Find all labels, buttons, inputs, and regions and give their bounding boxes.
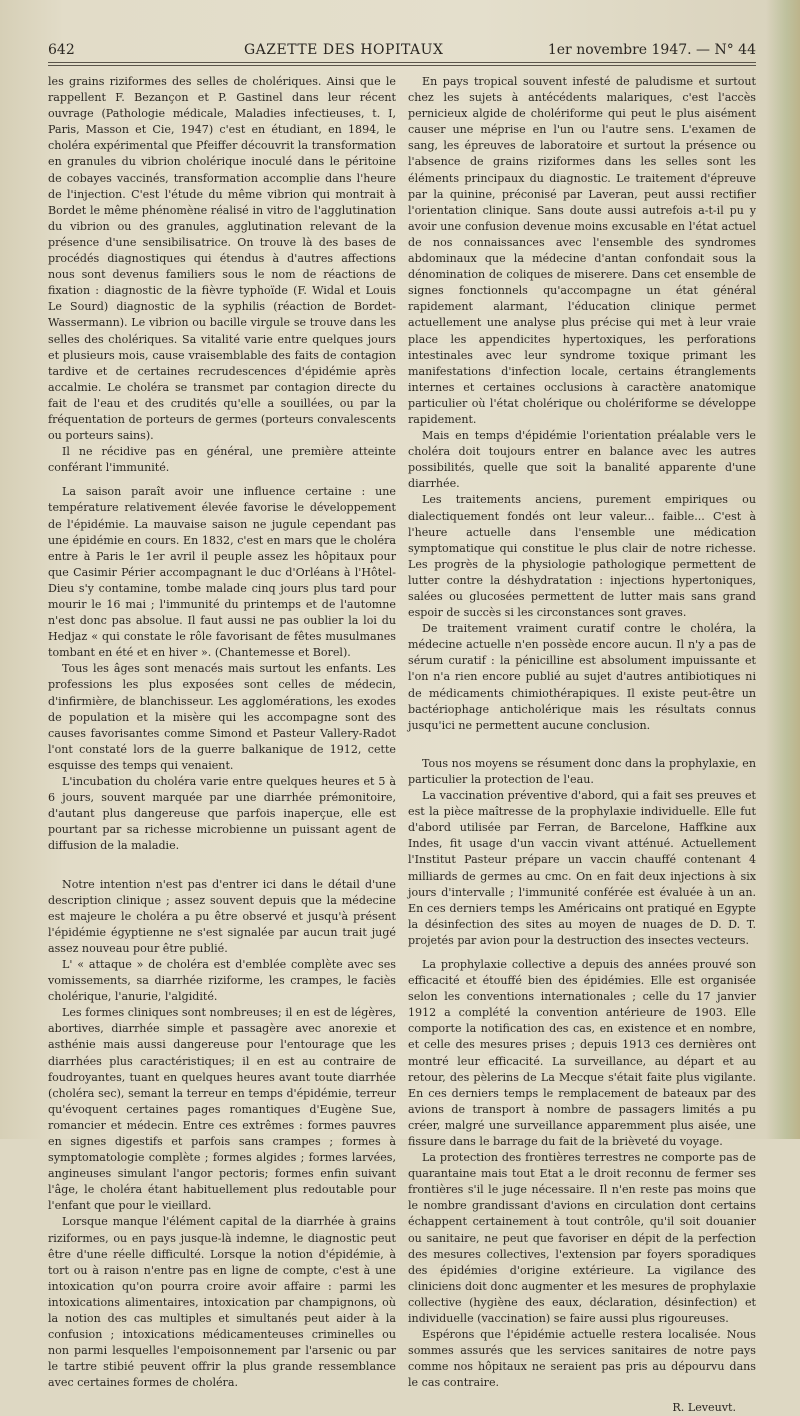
paragraph: Tous les âges sont menacés mais surtout les enfants. Les professions les plus exposées sont celles de médecin, d'infirmière, de blanchisseur. Les agglomérations, les exodes de population et la misère qui les accompagne sont des causes favorisantes comme Simond et Pasteur Vallery-Radot l'ont constaté lors de la guerre balkanique de 1912, cette esquisse des temps qui venaient. — [48, 662, 396, 772]
paragraph: L' « attaque » de choléra est d'emblée complète avec ses vomissements, sa diarrhée riziforme, les crampes, le faciès cholérique, l'anurie, l'algidité. — [48, 957, 396, 1004]
paragraph: Notre intention n'est pas d'entrer ici dans le détail d'une description clinique ; assez souvent depuis que la médecine est majeure le choléra a pu être observé et jusqu'à présent l'épidémie égyptienne ne s'est signalée par aucun trait jugé assez nouveau pour être publié. — [48, 877, 396, 955]
left-column — [48, 74, 396, 1392]
author-signature: R. Leveuvt. — [672, 1400, 736, 1414]
paragraph: L'incubation du choléra varie entre quelques heures et 5 à 6 jours, souvent marquée par une diarrhée prémonitoire, d'autant plus dangereuse que parfois inaperçue, elle est pourtant par sa richesse microbienne un puissant agent de diffusion de la maladie. — [48, 775, 396, 853]
paragraph: Mais en temps d'épidémie l'orientation préalable vers le choléra doit toujours entrer en balance avec les autres possibilités, quelle que soit la banalité apparente d'une diarrhée. — [408, 429, 756, 491]
page-number: 642 — [48, 42, 75, 58]
header-rule-top — [48, 62, 756, 63]
paragraph: Lorsque manque l'élément capital de la diarrhée à grains riziformes, ou en pays jusque-là indemne, le diagnostic peut être d'une réelle difficulté. Lorsque la notion d'épidémie, à tort ou à raison n'entre pas en ligne de compte, c'est à une intoxication qu'on pourra croire avoir affaire : parmi les intoxications alimentaires, intoxication par champignons, où la notion des cas multiples et simultanés peut aider à la confusion ; intoxications médicamenteuses criminelles ou non parmi lesquelles l'empoisonnement par l'arsenic ou par le tartre stibié peuvent offrir la plus grande ressemblance avec certaines formes de choléra. — [48, 1215, 396, 1390]
paragraph: Il ne récidive pas en général, une première atteinte conférant l'immunité. — [48, 445, 396, 475]
paragraph: La vaccination préventive d'abord, qui a fait ses preuves et est la pièce maîtresse de la prophylaxie individuelle. Elle fut d'abord utilisée par Ferran, de Barcelone, Haffkine aux Indes, fit usage d'un vaccin vivant atténué. Actuellement l'Institut Pasteur prépare un vaccin chauffé contenant 4 milliards de germes au cmc. On en fait deux injections à six jours d'intervalle ; l'immunité conférée est évaluée à un an. En ces derniers temps les Américains ont pratiqué en Egypte la désinfection des sites au moyen de nuages de D. D. T. projetés par avion pour la destruction des insectes vecteurs. — [408, 789, 756, 947]
paragraph: Espérons que l'épidémie actuelle restera localisée. Nous sommes assurés que les services sanitaires de notre pays comme nos hôpitaux ne seraient pas pris au dépourvu dans le cas contraire. — [408, 1328, 756, 1390]
page-edge-discoloration — [766, 0, 800, 1139]
paragraph: Les traitements anciens, purement empiriques ou dialectiquement fondés ont leur valeur... faible... C'est à l'heure actuelle dans l'ensemble une médication symptomatique qui constitue le plus clair de notre richesse. Les progrès de la physiologie pathologique permettent de lutter contre la déshydratation : injections hypertoniques, salées ou glucosées permettent de lutter mais sans grand espoir de succès si les circonstances sont graves. — [408, 493, 756, 620]
paragraph: La saison paraît avoir une influence certaine : une température relativement élevée favorise le développement de l'épidémie. La mauvaise saison ne jugule cependant pas une épidémie en cours. En 1832, c'est en mars que le choléra entre à Paris le 1er avril il peuple assez les hôpitaux pour que Casimir Périer accompagnant le duc d'Orléans à l'Hôtel-Dieu s'y contamine, tombe malade cinq jours plus tard pour mourir le 16 mai ; l'immunité du printemps et de l'automne n'est donc pas absolue. Il faut aussi ne pas oublier la loi du Hedjaz « qui constate le rôle favorisant de fêtes musulmanes tombant en été et en hiver ». (Chantemesse et Borel). — [48, 485, 396, 660]
journal-title: GAZETTE DES HOPITAUX — [244, 42, 444, 58]
header-rule-bottom — [48, 65, 756, 66]
paragraph: Les formes cliniques sont nombreuses; il en est de légères, abortives, diarrhée simple et passagère avec anorexie et asthénie mais aussi dangereuse pour l'entourage que les diarrhées plus caractéristiques; il en est au contraire de foudroyantes, tuant en quelques heures avant toute diarrhée (choléra sec), semant la terreur en temps d'épidémie, terreur qu'évoquent certaines pages romantiques d'Eugène Sue, romancier et médecin. Entre ces extrêmes : formes pauvres en signes digestifs et parfois sans crampes ; formes à symptomatologie complète ; formes algides ; formes larvées, angineuses simulant l'angor pectoris; formes enfin suivant l'âge, le choléra étant habituellement plus redoutable pour l'enfant que pour le vieillard. — [48, 1006, 396, 1213]
paragraph: La protection des frontières terrestres ne comporte pas de quarantaine mais tout Etat a le droit reconnu de fermer ses frontières s'il le juge nécessaire. Il n'en reste pas moins que le nombre grandissant d'avions en circulation dont certains échappent certainement à tout contrôle, qu'il soit douanier ou sanitaire, ne peut que favoriser en dépit de la perfection des mesures collectives, l'extension par foyers sporadiques des épidémies d'origine extérieure. La vigilance des cliniciens doit donc augmenter et les mesures de prophylaxie collective (hygiène des eaux, déclaration, désinfection) et individuelle (vaccination) se faire aussi plus rigoureuses. — [408, 1151, 756, 1326]
paragraph: Tous nos moyens se résument donc dans la prophylaxie, en particulier la protection de l'eau. — [408, 756, 756, 786]
right-column — [408, 74, 756, 1416]
issue-date: 1er novembre 1947. — N° 44 — [547, 42, 756, 58]
paragraph: En pays tropical souvent infesté de paludisme et surtout chez les sujets à antécédents malariques, c'est l'accès pernicieux algide de cholériforme qui peut le plus aisément causer une méprise en l'un ou l'autre sens. L'examen de sang, les épreuves de laboratoire et surtout la présence ou l'absence de grains riziformes dans les selles sont les éléments principaux du diagnostic. Le traitement d'épreuve par la quinine, préconisé par Laveran, peut aussi rectifier l'orientation clinique. Sans doute aussi autrefois a-t-il pu y avoir une confusion devenue moins excusable en l'état actuel de nos connaissances avec l'ensemble des syndromes abdominaux que la médecine d'antan confondait sous la dénomination de coliques de miserere. Dans cet ensemble de signes fonctionnels qu'accompagne un état général rapidement alarmant, l'éducation clinique permet actuellement une analyse plus précise qui met à leur vraie place les appendicites hypertoxiques, les perforations intestinales avec leur syndrome toxique primant les manifestations d'infection locale, certains étranglements internes et certaines occlusions à caractère anatomique particulier où l'état cholérique ou cholériforme se développe rapidement. — [408, 75, 756, 426]
paragraph: les grains riziformes des selles de cholériques. Ainsi que le rappellent F. Bezançon et P. Gastinel dans leur récent ouvrage (Pathologie médicale, Maladies infectieuses, t. I, Paris, Masson et Cie, 1947) c'est en étudiant, en 1894, le choléra expérimental que Pfeiffer découvrit la transformation en granules du vibrion cholérique inoculé dans le péritoine de cobayes vaccinés, transformation accomplie dans l'heure de l'injection. C'est l'étude du même vibrion qui montrait à Bordet le même phénomène réalisé in vitro de l'agglutination du vibrion ou des granules, agglutination relevant de la présence d'une sensibilisatrice. On trouve là des bases de procédés diagnostiques qui étendus à d'autres affections nous sont devenus familiers sous le nom de réactions de fixation : diagnostic de la fièvre typhoïde (F. Widal et Louis Le Sourd) diagnostic de la syphilis (réaction de Bordet-Wassermann). Le vibrion ou bacille virgule se trouve dans les selles des cholériques. Sa vitalité varie entre quelques jours et plusieurs mois, cause vraisemblable des faits de contagion tardive et de certaines recrudescences d'épidémie après accalmie. Le choléra se transmet par contagion directe du fait de l'eau et des crudités qu'elle a souillées, ou par la fréquentation de porteurs de germes (porteurs convalescents ou porteurs sains). — [48, 75, 396, 443]
paragraph: De traitement vraiment curatif contre le choléra, la médecine actuelle n'en possède encore aucun. Il n'y a pas de sérum curatif : la pénicilline est absolument impuissante et l'on n'a rien encore publié au sujet d'autres antibiotiques ni de médicaments chimiothérapiques. Il existe peut-être un bactériophage anticholérique mais les résultats connus jusqu'ici ne permettent aucune conclusion. — [408, 622, 756, 732]
page-header — [48, 40, 756, 62]
paragraph: La prophylaxie collective a depuis des années prouvé son efficacité et étouffé bien des épidémies. Elle est organisée selon les conventions internationales ; celle du 17 janvier 1912 a complété la convention antérieure de 1903. Elle comporte la notification des cas, en existence et en nombre, et celle des mesures prises ; depuis 1913 ces dernières ont montré leur efficacité. La surveillance, au départ et au retour, des pèlerins de La Mecque s'était faite plus vigilante. En ces derniers temps le remplacement de bateaux par des avions de transport à nombre de passagers limités a pu créer, malgré une surveillance apparemment plus aisée, une fissure dans le barrage du fait de la brièveté du voyage. — [408, 957, 756, 1148]
